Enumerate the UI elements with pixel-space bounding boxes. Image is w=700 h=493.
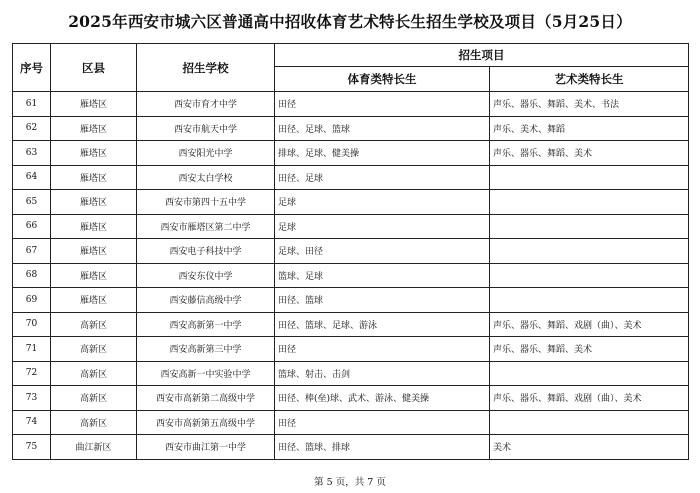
header-sports: 体育类特长生 bbox=[275, 67, 490, 92]
cell-seq: 74 bbox=[13, 410, 51, 435]
cell-district: 雁塔区 bbox=[51, 165, 137, 190]
cell-seq: 65 bbox=[13, 190, 51, 215]
cell-sports: 田径、篮球 bbox=[275, 288, 490, 313]
table-row bbox=[13, 263, 689, 288]
cell-arts bbox=[490, 239, 689, 264]
cell-school: 西安电子科技中学 bbox=[137, 239, 275, 264]
cell-seq: 72 bbox=[13, 361, 51, 386]
page-footer: 第 5 页，共 7 页 bbox=[314, 477, 386, 488]
cell-arts bbox=[490, 288, 689, 313]
table-row bbox=[13, 386, 689, 411]
cell-arts bbox=[490, 214, 689, 239]
cell-school: 西安市高新第五高级中学 bbox=[137, 410, 275, 435]
cell-seq: 70 bbox=[13, 312, 51, 337]
cell-school: 西安市曲江第一中学 bbox=[137, 435, 275, 460]
header-program: 招生项目 bbox=[275, 44, 689, 67]
cell-sports: 田径、棒(垒)球、武术、游泳、健美操 bbox=[275, 386, 490, 411]
cell-seq: 63 bbox=[13, 141, 51, 166]
cell-district: 雁塔区 bbox=[51, 92, 137, 117]
table-row bbox=[13, 214, 689, 239]
header-arts: 艺术类特长生 bbox=[490, 67, 689, 92]
cell-school: 西安藤信高级中学 bbox=[137, 288, 275, 313]
cell-school: 西安高新第三中学 bbox=[137, 337, 275, 362]
cell-district: 曲江新区 bbox=[51, 435, 137, 460]
cell-arts: 声乐、器乐、舞蹈、美术 bbox=[490, 141, 689, 166]
cell-school: 西安高新一中实验中学 bbox=[137, 361, 275, 386]
cell-school: 西安东仪中学 bbox=[137, 263, 275, 288]
cell-school: 西安阳光中学 bbox=[137, 141, 275, 166]
cell-sports: 田径 bbox=[275, 92, 490, 117]
table-row bbox=[13, 288, 689, 313]
table-row bbox=[13, 141, 689, 166]
cell-seq: 73 bbox=[13, 386, 51, 411]
cell-arts: 声乐、器乐、舞蹈、戏剧（曲）、美术 bbox=[490, 386, 689, 411]
cell-arts: 声乐、器乐、舞蹈、戏剧（曲）、美术 bbox=[490, 312, 689, 337]
cell-arts: 声乐、美术、舞蹈 bbox=[490, 116, 689, 141]
cell-seq: 71 bbox=[13, 337, 51, 362]
table-row bbox=[13, 312, 689, 337]
cell-seq: 66 bbox=[13, 214, 51, 239]
cell-sports: 田径 bbox=[275, 410, 490, 435]
cell-school: 西安市雁塔区第二中学 bbox=[137, 214, 275, 239]
cell-sports: 篮球、足球 bbox=[275, 263, 490, 288]
cell-school: 西安高新第一中学 bbox=[137, 312, 275, 337]
header-district: 区县 bbox=[51, 44, 137, 92]
table-row bbox=[13, 92, 689, 117]
cell-seq: 61 bbox=[13, 92, 51, 117]
schools-table bbox=[12, 43, 689, 460]
header-seq: 序号 bbox=[13, 44, 51, 92]
table-row bbox=[13, 116, 689, 141]
cell-district: 雁塔区 bbox=[51, 263, 137, 288]
table-row bbox=[13, 435, 689, 460]
header-school: 招生学校 bbox=[137, 44, 275, 92]
cell-sports: 篮球、射击、击剑 bbox=[275, 361, 490, 386]
cell-sports: 足球 bbox=[275, 214, 490, 239]
cell-sports: 田径、足球、篮球 bbox=[275, 116, 490, 141]
cell-school: 西安市育才中学 bbox=[137, 92, 275, 117]
cell-school: 西安市高新第二高级中学 bbox=[137, 386, 275, 411]
cell-sports: 田径、篮球、足球、游泳 bbox=[275, 312, 490, 337]
cell-arts bbox=[490, 165, 689, 190]
cell-seq: 68 bbox=[13, 263, 51, 288]
cell-district: 高新区 bbox=[51, 410, 137, 435]
cell-arts: 美术 bbox=[490, 435, 689, 460]
cell-district: 雁塔区 bbox=[51, 116, 137, 141]
cell-district: 雁塔区 bbox=[51, 190, 137, 215]
cell-district: 雁塔区 bbox=[51, 239, 137, 264]
cell-sports: 排球、足球、健美操 bbox=[275, 141, 490, 166]
table-row bbox=[13, 165, 689, 190]
cell-district: 雁塔区 bbox=[51, 288, 137, 313]
cell-seq: 75 bbox=[13, 435, 51, 460]
cell-arts: 声乐、器乐、舞蹈、美术 bbox=[490, 337, 689, 362]
cell-sports: 田径、篮球、排球 bbox=[275, 435, 490, 460]
cell-district: 高新区 bbox=[51, 361, 137, 386]
cell-seq: 67 bbox=[13, 239, 51, 264]
cell-school: 西安市航天中学 bbox=[137, 116, 275, 141]
table-row bbox=[13, 239, 689, 264]
cell-seq: 62 bbox=[13, 116, 51, 141]
cell-arts bbox=[490, 361, 689, 386]
cell-district: 雁塔区 bbox=[51, 141, 137, 166]
page-title: 2025年西安市城六区普通高中招收体育艺术特长生招生学校及项目（5月25日） bbox=[68, 12, 632, 31]
cell-arts bbox=[490, 410, 689, 435]
cell-district: 高新区 bbox=[51, 312, 137, 337]
table-row bbox=[13, 361, 689, 386]
cell-seq: 64 bbox=[13, 165, 51, 190]
cell-district: 雁塔区 bbox=[51, 214, 137, 239]
table-row bbox=[13, 190, 689, 215]
cell-sports: 足球 bbox=[275, 190, 490, 215]
cell-sports: 田径、足球 bbox=[275, 165, 490, 190]
cell-arts bbox=[490, 190, 689, 215]
cell-school: 西安太白学校 bbox=[137, 165, 275, 190]
cell-sports: 足球、田径 bbox=[275, 239, 490, 264]
table-row bbox=[13, 337, 689, 362]
cell-seq: 69 bbox=[13, 288, 51, 313]
cell-district: 高新区 bbox=[51, 386, 137, 411]
cell-sports: 田径 bbox=[275, 337, 490, 362]
cell-arts: 声乐、器乐、舞蹈、美术、书法 bbox=[490, 92, 689, 117]
cell-district: 高新区 bbox=[51, 337, 137, 362]
cell-school: 西安市第四十五中学 bbox=[137, 190, 275, 215]
cell-arts bbox=[490, 263, 689, 288]
table-row bbox=[13, 410, 689, 435]
